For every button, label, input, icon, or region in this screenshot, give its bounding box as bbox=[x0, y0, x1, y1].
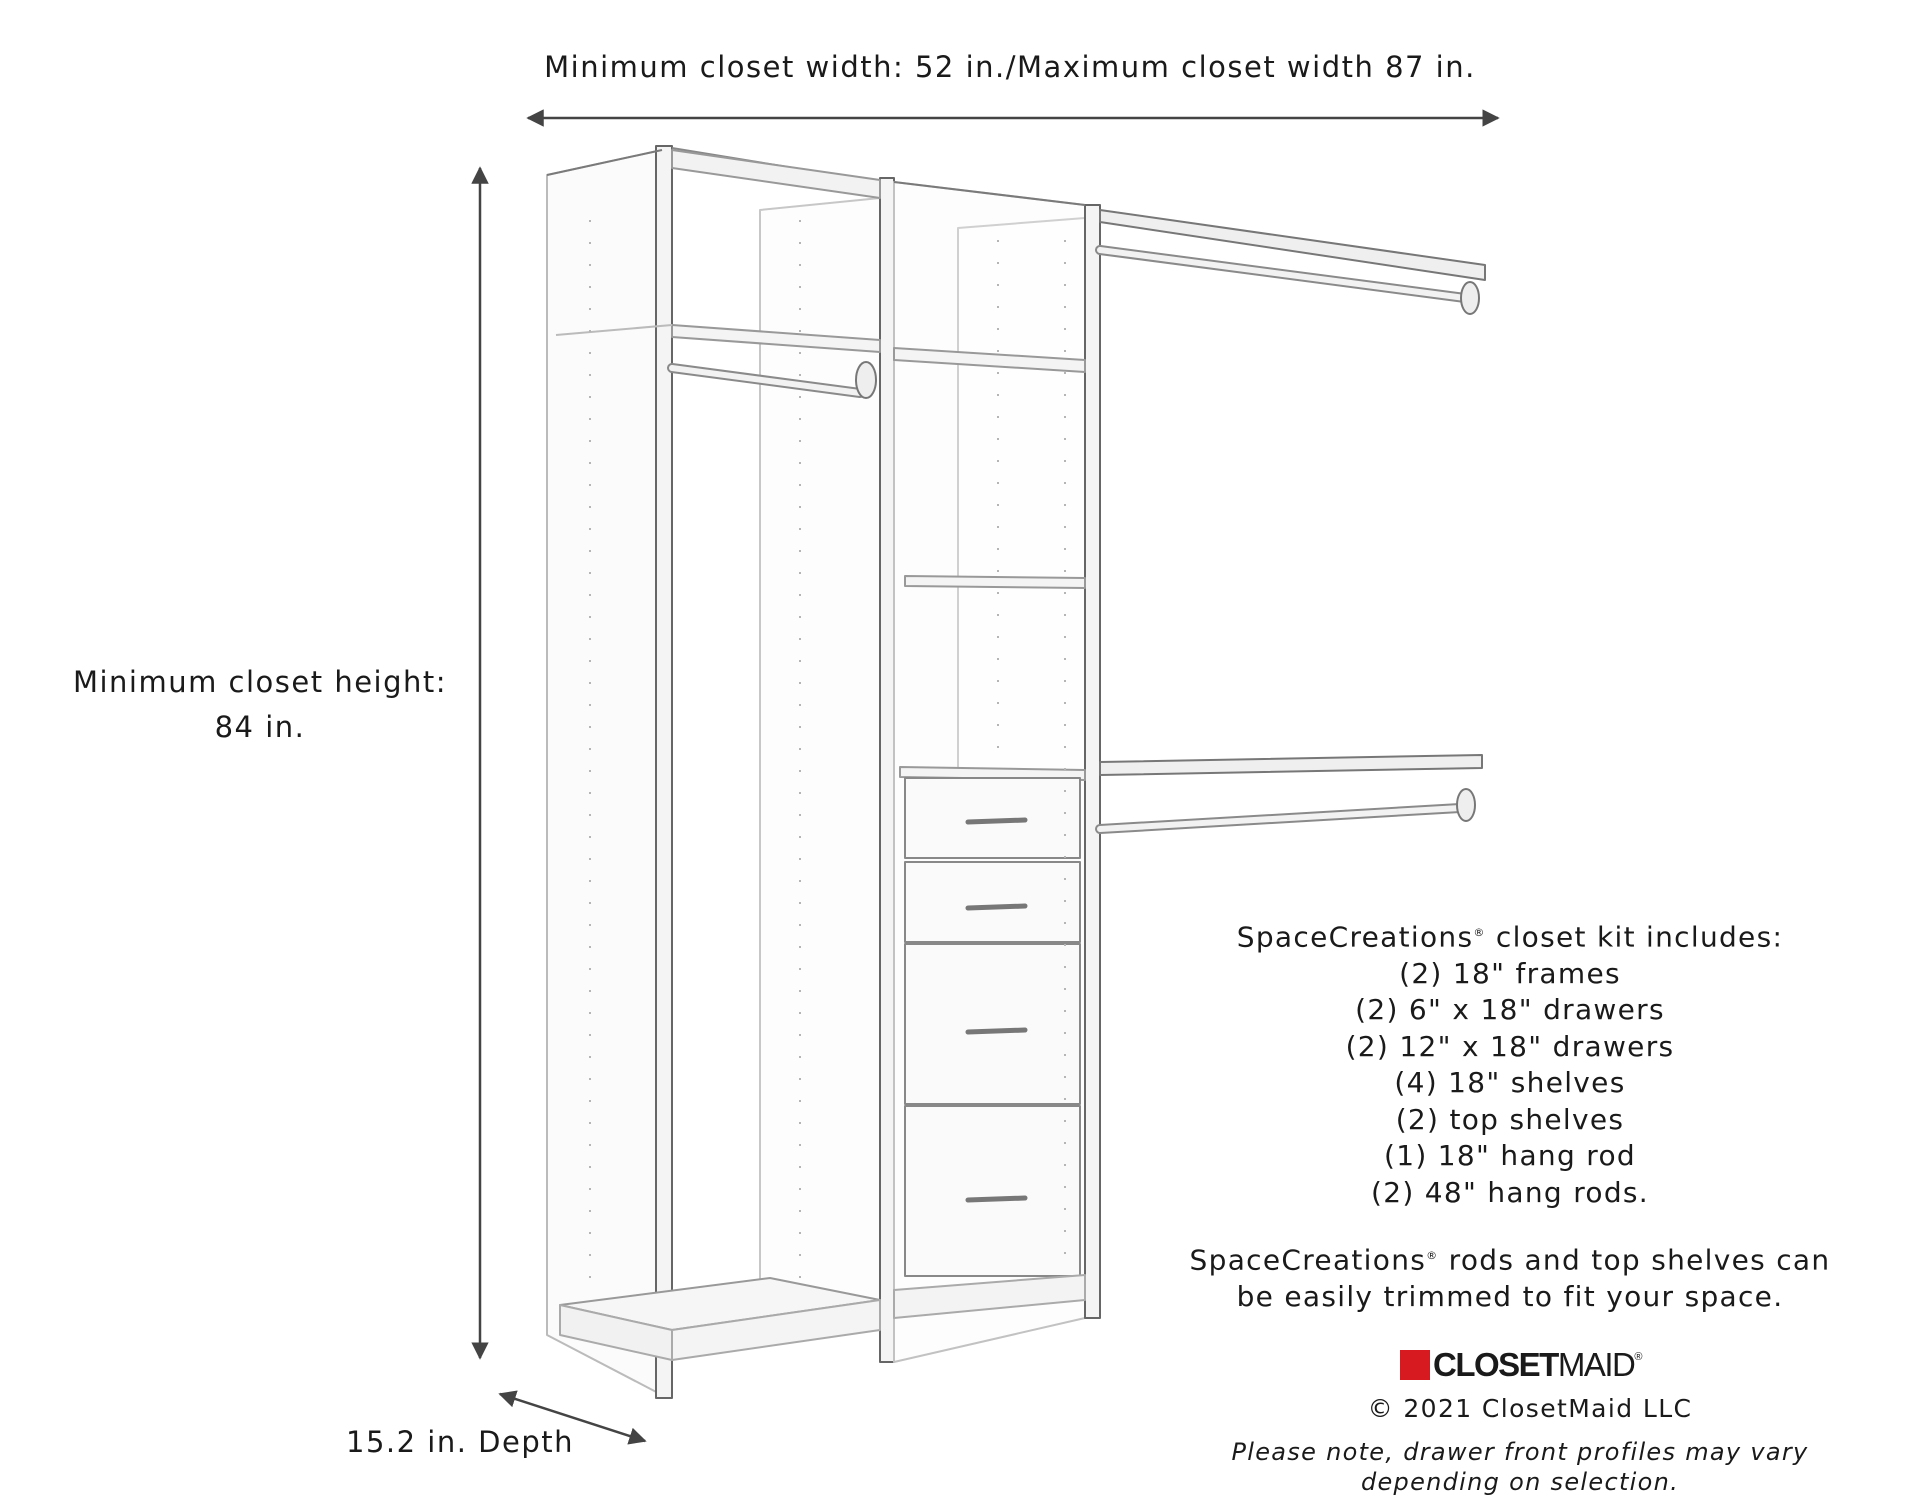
kit-item: (2) 18" frames bbox=[1399, 956, 1621, 990]
drawer-handle bbox=[968, 906, 1025, 908]
registered-mark: ® bbox=[1426, 1249, 1439, 1262]
logo-red-square bbox=[1400, 1350, 1430, 1380]
copyright-text: © 2021 ClosetMaid LLC bbox=[1367, 1394, 1693, 1423]
trim-note-line2: be easily trimmed to fit your space. bbox=[1236, 1279, 1784, 1313]
disclaimer-line1: Please note, drawer front profiles may vary bbox=[1231, 1438, 1809, 1466]
trim-note-line1 bbox=[1150, 1238, 1870, 1279]
drawer-handle bbox=[968, 820, 1025, 822]
kit-heading bbox=[1160, 915, 1860, 956]
drawer-small-2 bbox=[905, 862, 1080, 942]
kit-item: (2) 12" x 18" drawers bbox=[1345, 1029, 1675, 1063]
drawer-large-2 bbox=[905, 1106, 1080, 1276]
drawer-handle bbox=[968, 1030, 1025, 1032]
right-hanging-section bbox=[1100, 210, 1485, 829]
width-dimension-label: Minimum closet width: 52 in./Maximum closet width 87 in. bbox=[544, 50, 1476, 84]
logo-text-bold: CLOSET bbox=[1433, 1346, 1558, 1383]
height-label-line1: Minimum closet height: bbox=[72, 665, 448, 699]
trim-note bbox=[1150, 1238, 1870, 1315]
drawer-large-1 bbox=[905, 944, 1080, 1104]
kit-item: (1) 18" hang rod bbox=[1384, 1139, 1636, 1173]
kit-brand: SpaceCreations bbox=[1236, 920, 1474, 954]
kit-heading-rest: closet kit includes: bbox=[1485, 920, 1784, 954]
kit-contents bbox=[1160, 915, 1860, 1211]
disclaimer-line2: depending on selection. bbox=[1360, 1468, 1680, 1496]
logo-text-light: MAID bbox=[1557, 1346, 1635, 1383]
disclaimer bbox=[1180, 1437, 1860, 1497]
kit-item: (2) 48" hang rods. bbox=[1371, 1175, 1649, 1209]
trim-line1-rest: rods and top shelves can bbox=[1438, 1243, 1831, 1277]
drawer-small-1 bbox=[905, 778, 1080, 858]
middle-tower bbox=[894, 182, 1100, 1362]
kit-item: (4) 18" shelves bbox=[1394, 1066, 1626, 1100]
drawer-stack bbox=[905, 778, 1080, 1276]
kit-item: (2) 6" x 18" drawers bbox=[1355, 993, 1665, 1027]
closetmaid-logo bbox=[1400, 1345, 1642, 1385]
kit-item: (2) top shelves bbox=[1395, 1102, 1625, 1136]
logo-registered-mark: ® bbox=[1634, 1351, 1643, 1363]
height-label-line2: 84 in. bbox=[214, 710, 306, 744]
height-dimension-label bbox=[40, 660, 480, 750]
registered-mark: ® bbox=[1473, 926, 1486, 939]
drawer-handle bbox=[968, 1198, 1025, 1200]
left-tower bbox=[547, 146, 894, 1398]
trim-brand: SpaceCreations bbox=[1189, 1243, 1427, 1277]
depth-dimension-label: 15.2 in. Depth bbox=[346, 1425, 574, 1459]
